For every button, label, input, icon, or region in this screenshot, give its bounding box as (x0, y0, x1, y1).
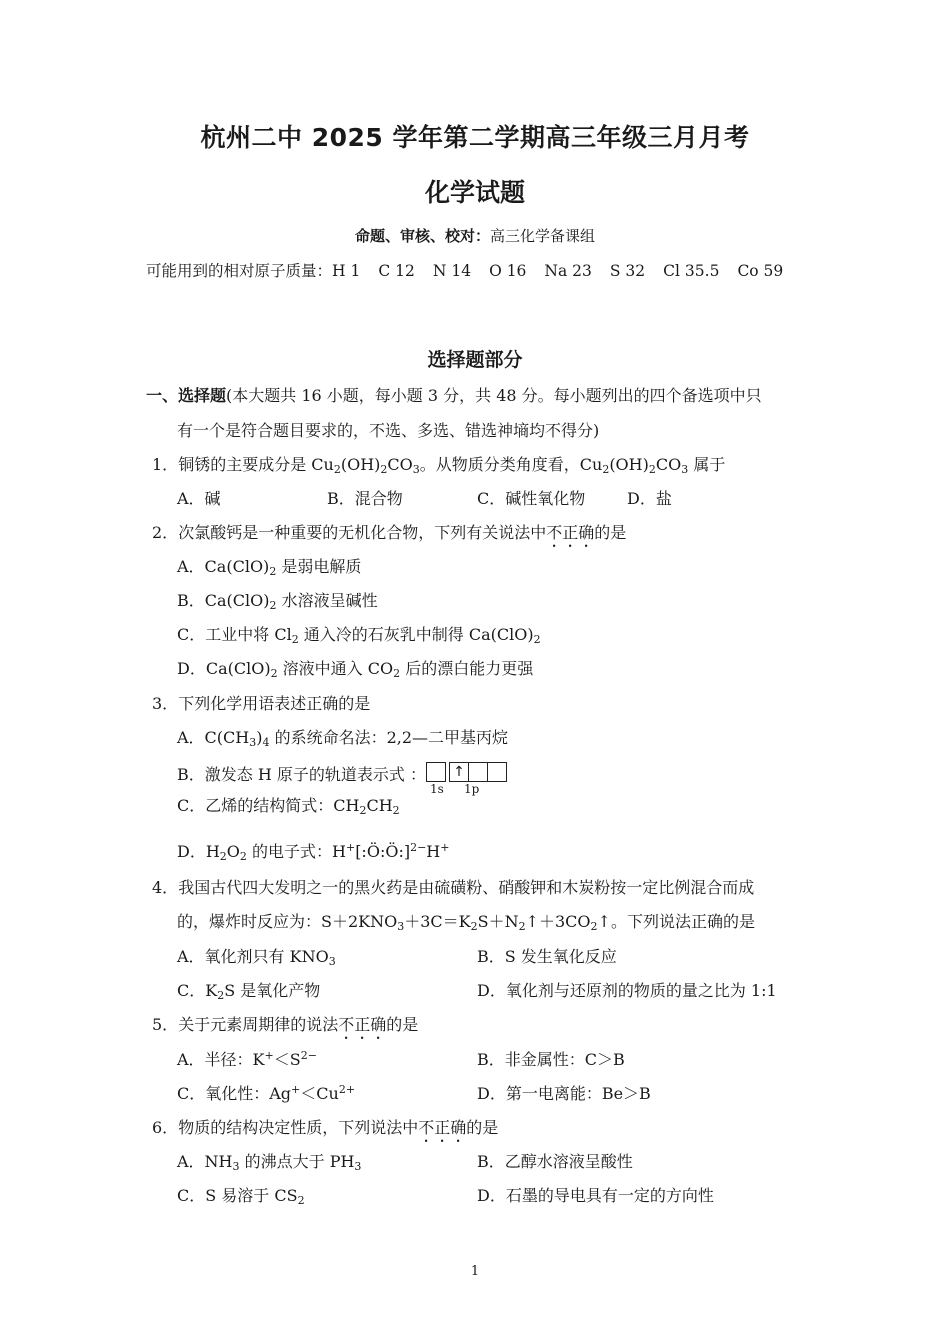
part-label: 一、选择题 (146, 386, 227, 405)
q2-option-c: C．工业中将 $Cl_2$ 通入冷的石灰乳中制得 $Ca(ClO)_2$ (177, 625, 541, 646)
q1-option-d: D．盐 (627, 489, 672, 508)
q5-option-a: A．半径：$K^+<S^{2-}$ (177, 1049, 317, 1069)
q3-option-c: C．乙烯的结构简式：$CH_2CH_2$ (177, 796, 400, 817)
author-label: 命题、审核、校对： (354, 227, 490, 245)
q6-option-b: B．乙醇水溶液呈酸性 (477, 1152, 633, 1171)
orbital-label-1p: 1p (463, 782, 480, 796)
q5-option-d: D．第一电离能：Be＞B (477, 1084, 651, 1103)
q4-option-b: B．S 发生氧化反应 (477, 947, 617, 966)
question-1: 1．铜锈的主要成分是 $Cu_2(OH)_2CO_3$。从物质分类角度看，$Cu_2(OH)_2CO_3$ 属于 (152, 455, 726, 476)
q2-option-b: B．$Ca(ClO)_2$ 水溶液呈碱性 (177, 591, 378, 612)
orbital-box-1p-1: ↑ (449, 762, 469, 782)
question-3: 3．下列化学用语表述正确的是 (152, 694, 371, 713)
q5-option-c: C．氧化性：$Ag^+<Cu^{2+}$ (177, 1083, 356, 1103)
q6-option-a: A．$NH_3$ 的沸点大于 $PH_3$ (177, 1152, 362, 1173)
q2-option-a: A．$Ca(ClO)_2$ 是弱电解质 (177, 557, 362, 578)
q3-option-d: D．$H_2O_2$ 的电子式：H+[:Ö:Ö:]$^{2-}$H+ (177, 841, 450, 863)
section-title: 选择题部分 (427, 349, 523, 371)
q3-option-b: B．激发态 H 原子的轨道表示式 ： ↑ 1s 1p (177, 762, 510, 785)
atomic-mass-label: 可能用到的相对原子质量： (146, 262, 333, 280)
q4-option-a: A．氧化剂只有 $KNO_3$ (177, 947, 336, 968)
q6-option-d: D．石墨的导电具有一定的方向性 (477, 1186, 714, 1205)
atomic-mass-line (146, 259, 801, 281)
emphasis-not-correct: 不正确 (418, 1118, 467, 1137)
orbital-label-1s: 1s (429, 782, 444, 796)
question-4: 4．我国古代四大发明之一的黑火药是由硫磺粉、硝酸钾和木炭粉按一定比例混合而成 (152, 878, 755, 897)
mass-na: Na 23 (544, 262, 592, 280)
question-6: 6．物质的结构决定性质，下列说法中不正确的是 (152, 1118, 499, 1137)
q1-option-c: C．碱性氧化物 (477, 489, 586, 508)
question-4-line-2: 的，爆炸时反应为：$S+2KNO_3+3C=K_2S+N_2↑+3CO_2↑$。下列说法正确的是 (177, 912, 755, 933)
part-desc-2: 有一个是符合题目要求的，不选、多选、错选神墒均不得分) (177, 421, 600, 440)
emphasis-not-correct: 不正确 (338, 1015, 387, 1034)
mass-co: Co 59 (737, 262, 784, 280)
author-value: 高三化学备课组 (490, 227, 596, 245)
q3-option-a: A．$C(CH_3)_4$ 的系统命名法：2,2—二甲基丙烷 (177, 728, 509, 749)
mass-cl: Cl 35.5 (663, 262, 720, 280)
q2-option-d: D．$Ca(ClO)_2$ 溶液中通入 $CO_2$ 后的漂白能力更强 (177, 659, 534, 680)
part-instructions (146, 386, 762, 406)
orbital-box-1p-3 (487, 762, 507, 782)
mass-n: N 14 (432, 262, 472, 280)
q6-option-c: C．S 易溶于 $CS_2$ (177, 1186, 305, 1207)
q1-option-a: A．碱 (177, 489, 221, 508)
q4-option-d: D．氧化剂与还原剂的物质的量之比为 1:1 (477, 981, 777, 1000)
orbital-diagram (426, 762, 510, 796)
question-5: 5．关于元素周期律的说法不正确的是 (152, 1015, 419, 1034)
q1-option-b: B．混合物 (327, 489, 403, 508)
author-line (0, 225, 950, 246)
exam-title: 杭州二中 2025 学年第二学期高三年级三月月考 (200, 123, 750, 152)
part-desc-1: (本大题共 16 小题，每小题 3 分，共 48 分。每小题列出的四个备选项中只 (226, 386, 762, 405)
question-2: 2．次氯酸钙是一种重要的无机化合物，下列有关说法中不正确的是 (152, 523, 627, 542)
q4-option-c: C．$K_2S$ 是氧化产物 (177, 981, 321, 1002)
page-number: 1 (470, 1264, 480, 1279)
exam-subject: 化学试题 (424, 178, 525, 207)
q5-option-b: B．非金属性：C＞B (477, 1050, 625, 1069)
mass-c: C 12 (378, 262, 415, 280)
mass-h: H 1 (332, 262, 361, 280)
mass-s: S 32 (609, 262, 646, 280)
emphasis-not-correct: 不正确 (546, 523, 595, 542)
mass-o: O 16 (489, 262, 527, 280)
